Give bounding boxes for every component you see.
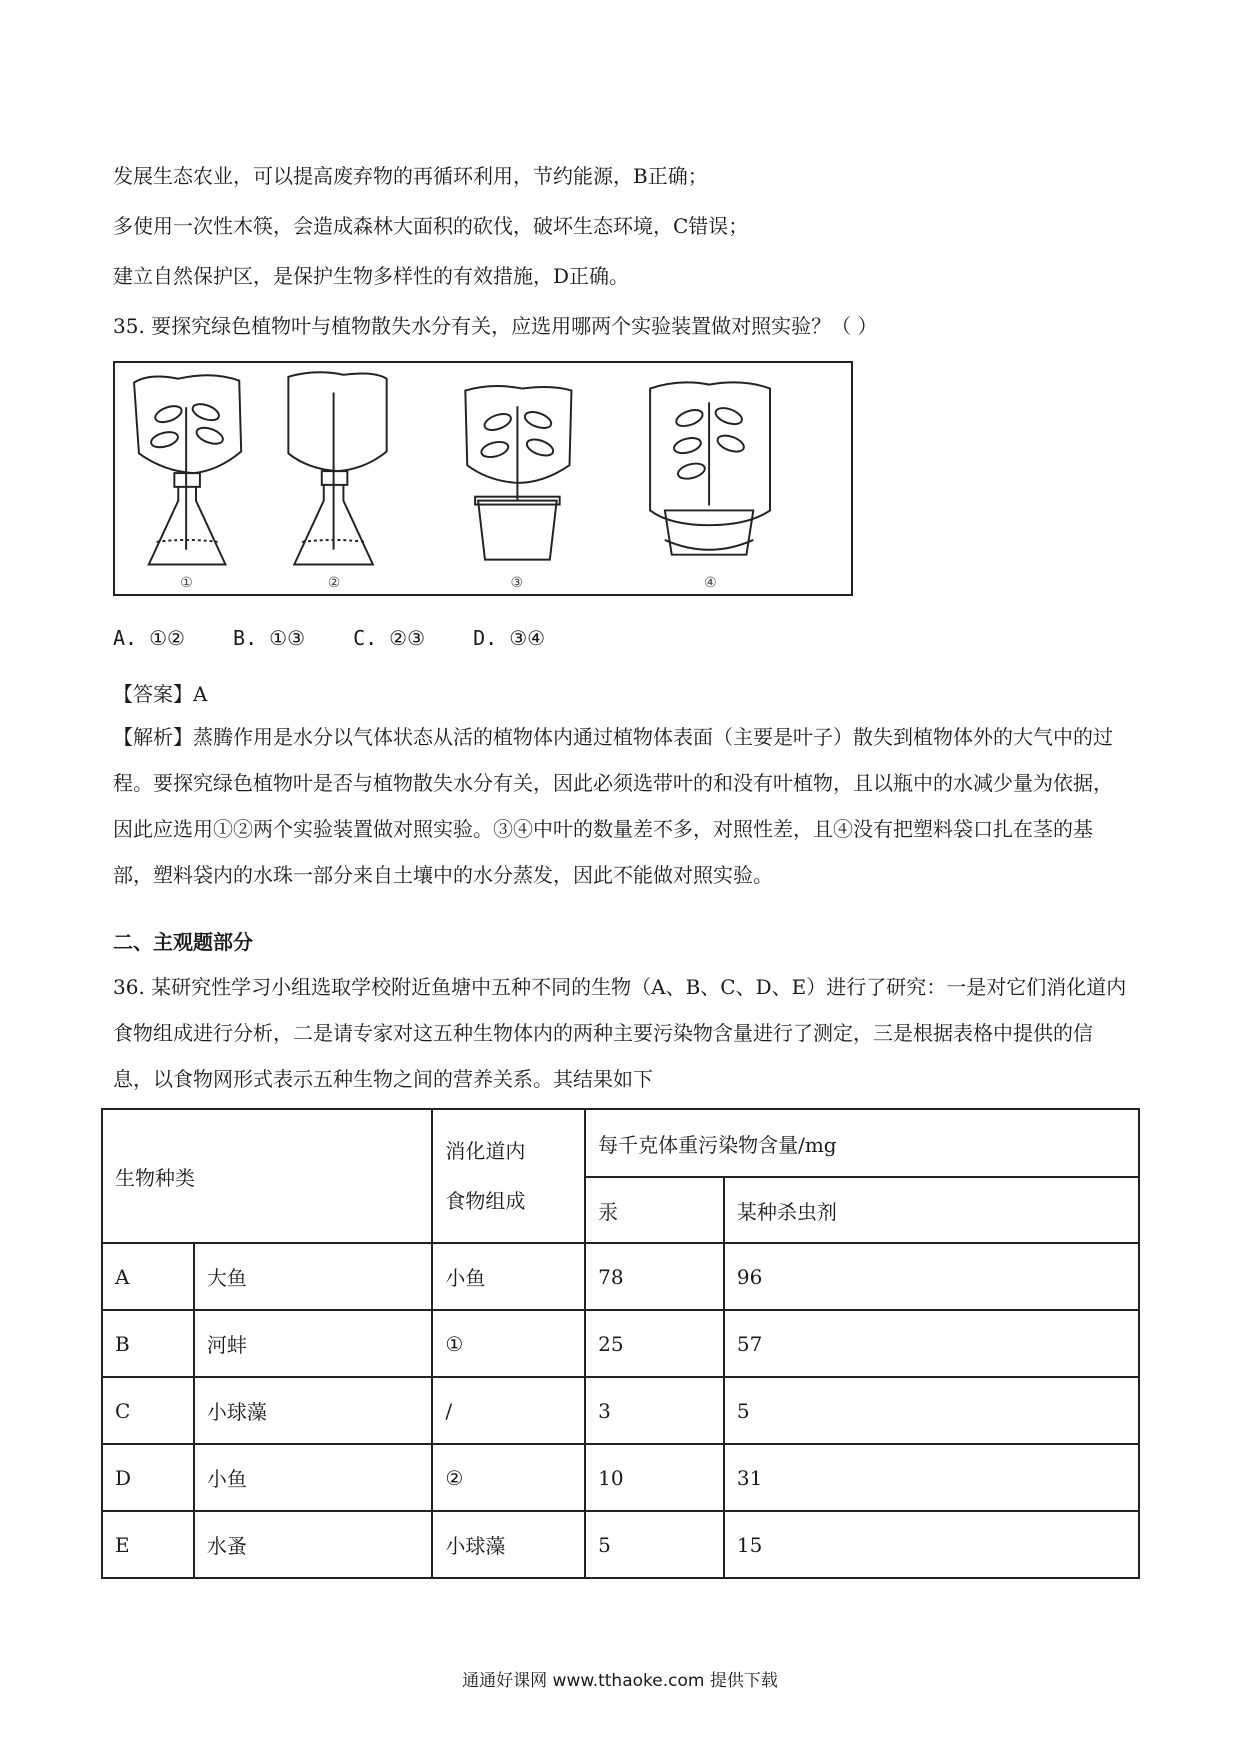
- setup-2-illustration: [288, 372, 386, 564]
- cell-pesticide: 5: [724, 1377, 1139, 1444]
- cell-mercury: 5: [585, 1511, 724, 1578]
- table-row: [102, 1377, 1139, 1444]
- answer-options: [113, 626, 581, 650]
- cell-name: 大鱼: [194, 1243, 433, 1310]
- cell-mercury: 3: [585, 1377, 724, 1444]
- figure-label-4: ④: [704, 575, 717, 592]
- cell-food: ②: [432, 1444, 585, 1511]
- header-food: [432, 1109, 585, 1243]
- cell-food: ①: [432, 1310, 585, 1377]
- cell-pesticide: 15: [724, 1511, 1139, 1578]
- header-mercury: 汞: [585, 1177, 724, 1243]
- header-pollutant: 每千克体重污染物含量/mg: [585, 1109, 1139, 1177]
- option-d: D. ③④: [473, 626, 546, 650]
- cell-name: 水蚤: [194, 1511, 433, 1578]
- cell-food: 小鱼: [432, 1243, 585, 1310]
- cell-id: D: [102, 1444, 194, 1511]
- option-c: C. ②③: [353, 626, 426, 650]
- cell-food: /: [432, 1377, 585, 1444]
- cell-name: 小鱼: [194, 1444, 433, 1511]
- cell-mercury: 78: [585, 1243, 724, 1310]
- table-row: [102, 1444, 1139, 1511]
- question-36: 36. 某研究性学习小组选取学校附近鱼塘中五种不同的生物（A、B、C、D、E）进行了研究：一是对它们消化道内食物组成进行分析，二是请专家对这五种生物体内的两种主要污染物含量进行了测定，三是根据表格中提供的信息，以食物网形式表示五种生物之间的营养关系。其结果如下: [113, 975, 1127, 1091]
- cell-food: 小球藻: [432, 1511, 585, 1578]
- text-line-b: 发展生态农业，可以提高废弃物的再循环利用，节约能源，B正确；: [113, 164, 708, 188]
- table-header-row: [102, 1109, 1139, 1177]
- header-food-line-1: 消化道内: [445, 1139, 526, 1163]
- figure-label-1: ①: [180, 575, 193, 592]
- cell-pesticide: 96: [724, 1243, 1139, 1310]
- answer-line: 【答案】A: [113, 682, 208, 706]
- header-pesticide: 某种杀虫剂: [724, 1177, 1139, 1243]
- cell-id: B: [102, 1310, 194, 1377]
- setup-1-illustration: [134, 375, 241, 564]
- cell-id: C: [102, 1377, 194, 1444]
- text-line-d: 建立自然保护区，是保护生物多样性的有效措施，D正确。: [113, 264, 630, 288]
- question-35: 35. 要探究绿色植物叶与植物散失水分有关，应选用哪两个实验装置做对照实验？（ ）: [113, 314, 878, 338]
- text-line-c: 多使用一次性木筷，会造成森林大面积的砍伐，破坏生态环境，C错误；: [113, 214, 749, 238]
- cell-pesticide: 57: [724, 1310, 1139, 1377]
- cell-name: 河蚌: [194, 1310, 433, 1377]
- setup-3-illustration: [465, 386, 571, 560]
- cell-mercury: 10: [585, 1444, 724, 1511]
- table-row: [102, 1310, 1139, 1377]
- table-row: [102, 1243, 1139, 1310]
- section-title: 二、主观题部分: [113, 930, 253, 954]
- cell-name: 小球藻: [194, 1377, 433, 1444]
- setup-4-illustration: [650, 382, 770, 554]
- experiment-figure: [113, 361, 853, 596]
- cell-id: A: [102, 1243, 194, 1310]
- figure-label-3: ③: [510, 575, 523, 592]
- analysis-paragraph: 【解析】蒸腾作用是水分以气体状态从活的植物体内通过植物体表面（主要是叶子）散失到植物体外的大气中的过程。要探究绿色植物叶是否与植物散失水分有关，因此必须选带叶的和没有叶植物，且以瓶中的水减少量为依据，因此应选用①②两个实验装置做对照实验。③④中叶的数量差不多，对照性差，且④没有把塑料袋口扎在茎的基部，塑料袋内的水珠一部分来自土壤中的水分蒸发，因此不能做对照实验。: [113, 725, 1113, 887]
- page-footer: 通通好课网 www.tthaoke.com 提供下载: [462, 1671, 778, 1691]
- organism-data-table: [101, 1108, 1140, 1579]
- cell-id: E: [102, 1511, 194, 1578]
- table-row: [102, 1511, 1139, 1578]
- cell-pesticide: 31: [724, 1444, 1139, 1511]
- header-food-line-2: 食物组成: [445, 1189, 526, 1213]
- option-a: A. ①②: [113, 626, 185, 650]
- cell-mercury: 25: [585, 1310, 724, 1377]
- figure-label-2: ②: [327, 575, 341, 592]
- option-b: B. ①③: [233, 626, 306, 650]
- header-species: 生物种类: [102, 1109, 432, 1243]
